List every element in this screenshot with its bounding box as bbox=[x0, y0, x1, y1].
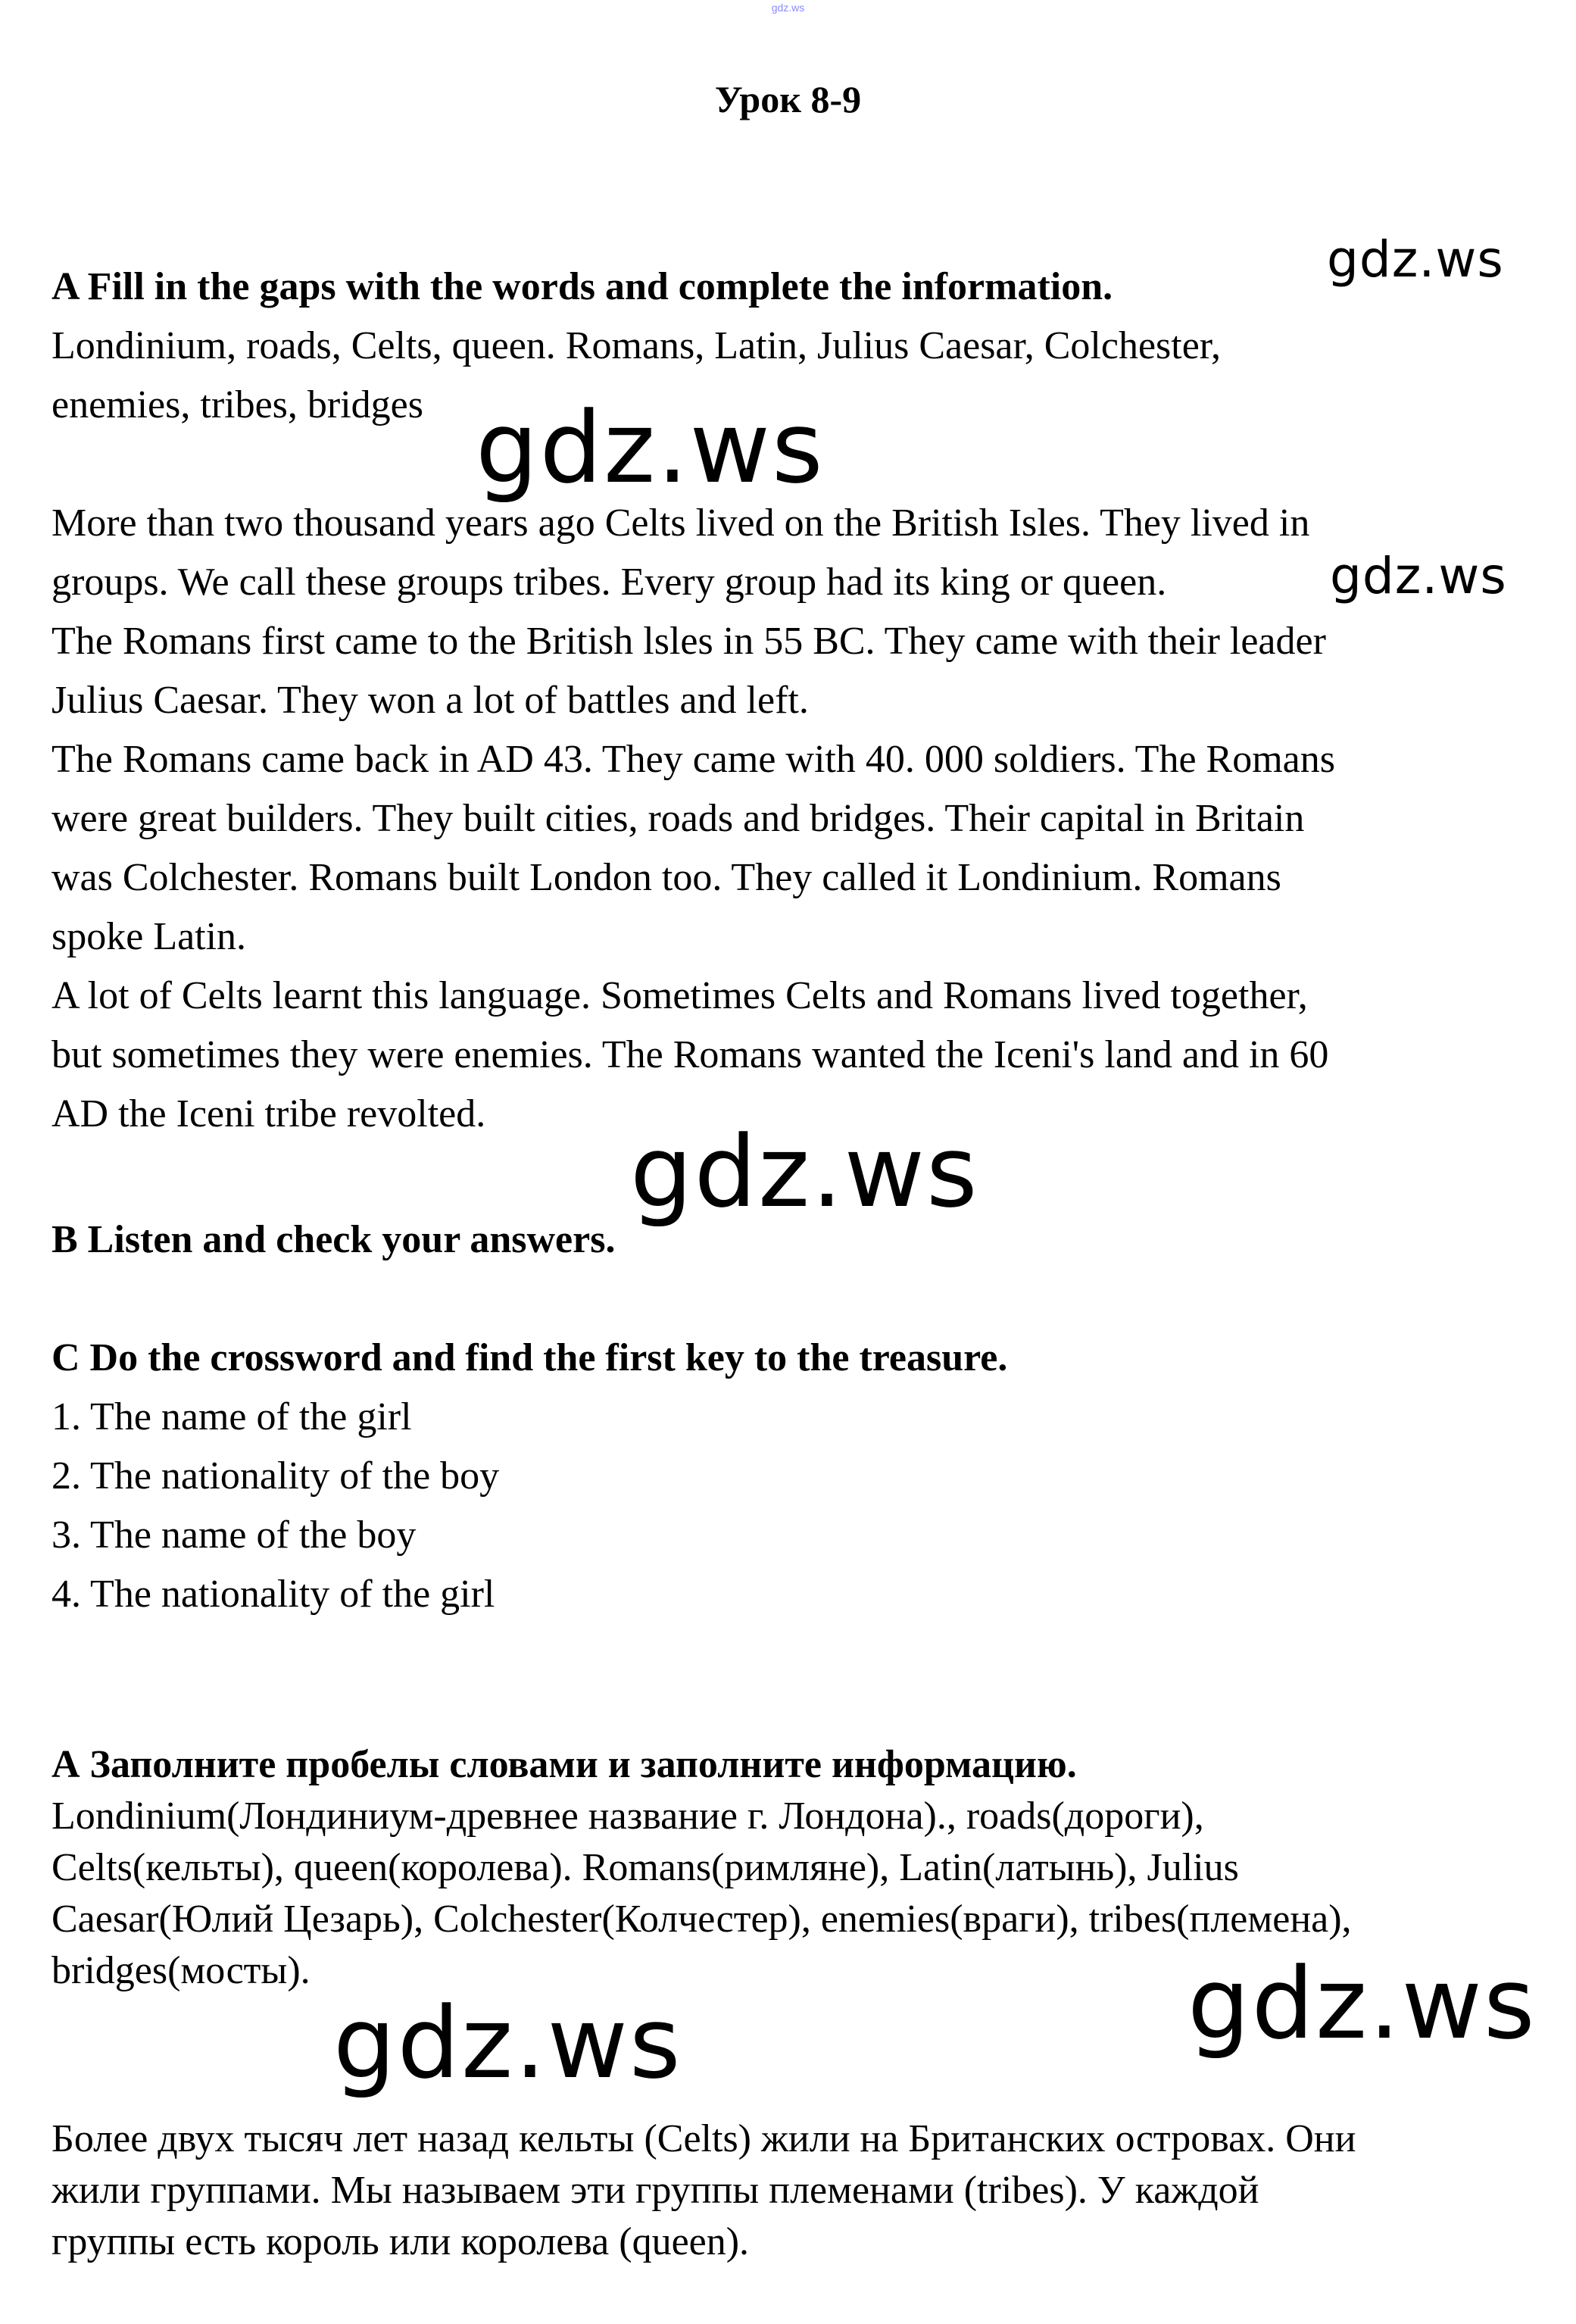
word-bank-line: Londinium, roads, Celts, queen. Romans, Latin, Julius Caesar, Colchester, bbox=[51, 324, 1222, 367]
crossword-item: 2. The nationality of the boy bbox=[51, 1454, 500, 1498]
text-line: groups. We call these groups tribes. Every group had its king or queen. bbox=[51, 561, 1167, 604]
exercise-a-heading: A Fill in the gaps with the words and complete the information. bbox=[51, 265, 1113, 308]
text-line: A lot of Celts learnt this language. Sometimes Celts and Romans lived together, bbox=[51, 974, 1308, 1017]
text-line: were great builders. They built cities, roads and bridges. Their capital in Britain bbox=[51, 797, 1305, 840]
watermark-lower-right: gdz.ws bbox=[1187, 1946, 1537, 2061]
watermark-center: gdz.ws bbox=[630, 1114, 979, 1229]
text-line: The Romans first came to the British lsles in 55 BC. They came with their leader bbox=[51, 620, 1326, 663]
watermark-mid-left: gdz.ws bbox=[476, 390, 825, 505]
exercise-a-text bbox=[51, 494, 1536, 1144]
watermark-top-right: gdz.ws bbox=[1327, 230, 1504, 289]
translation-text bbox=[51, 2113, 1536, 2268]
text-line: The Romans came back in AD 43. They came with 40. 000 soldiers. The Romans bbox=[51, 738, 1335, 781]
text-line: AD the Iceni tribe revolted. bbox=[51, 1092, 486, 1135]
text-line: was Colchester. Romans built London too. They called it Londinium. Romans bbox=[51, 856, 1281, 899]
crossword-item: 4. The nationality of the girl bbox=[51, 1573, 495, 1616]
watermark-mid-right: gdz.ws bbox=[1330, 547, 1507, 605]
top-watermark-text: gdz.ws bbox=[771, 2, 805, 14]
watermark-lower-left: gdz.ws bbox=[333, 1985, 682, 2101]
text-line: but sometimes they were enemies. The Romans wanted the Iceni's land and in 60 bbox=[51, 1033, 1329, 1076]
text-line: spoke Latin. bbox=[51, 915, 247, 958]
exercise-c bbox=[51, 1329, 1536, 1624]
translation-word-bank-line: bridges(мосты). bbox=[51, 1949, 311, 1992]
text-line: Julius Caesar. They won a lot of battles and left. bbox=[51, 679, 809, 722]
translation-text-line: Более двух тысяч лет назад кельты (Celts) жили на Британских островах. Они bbox=[51, 2117, 1356, 2160]
crossword-item: 3. The name of the boy bbox=[51, 1513, 417, 1557]
translation-word-bank-line: Caesar(Юлий Цезарь), Colchester(Колчестер), enemies(враги), tribes(племена), bbox=[51, 1898, 1352, 1941]
page-title: Урок 8-9 bbox=[714, 78, 862, 120]
exercise-b-heading: B Listen and check your answers. bbox=[51, 1218, 616, 1261]
translation-word-bank-line: Celts(кельты), queen(королева). Romans(римляне), Latin(латынь), Julius bbox=[51, 1846, 1239, 1889]
exercise-c-heading: C Do the crossword and find the first key to the treasure. bbox=[51, 1336, 1008, 1379]
text-line: More than two thousand years ago Celts lived on the British Isles. They lived in bbox=[51, 501, 1310, 545]
translation-word-bank-line: Londinium(Лондиниум-древнее название г. Лондона)., roads(дороги), bbox=[51, 1795, 1204, 1838]
translation-text-line: группы есть король или королева (queen). bbox=[51, 2220, 750, 2263]
translation-text-line: жили группами. Мы называем эти группы племенами (tribes). У каждой bbox=[51, 2169, 1259, 2212]
word-bank-line: enemies, tribes, bridges bbox=[51, 383, 423, 426]
translation-heading: А Заполните пробелы словами и заполните информацию. bbox=[51, 1743, 1077, 1786]
crossword-item: 1. The name of the girl bbox=[51, 1395, 412, 1438]
